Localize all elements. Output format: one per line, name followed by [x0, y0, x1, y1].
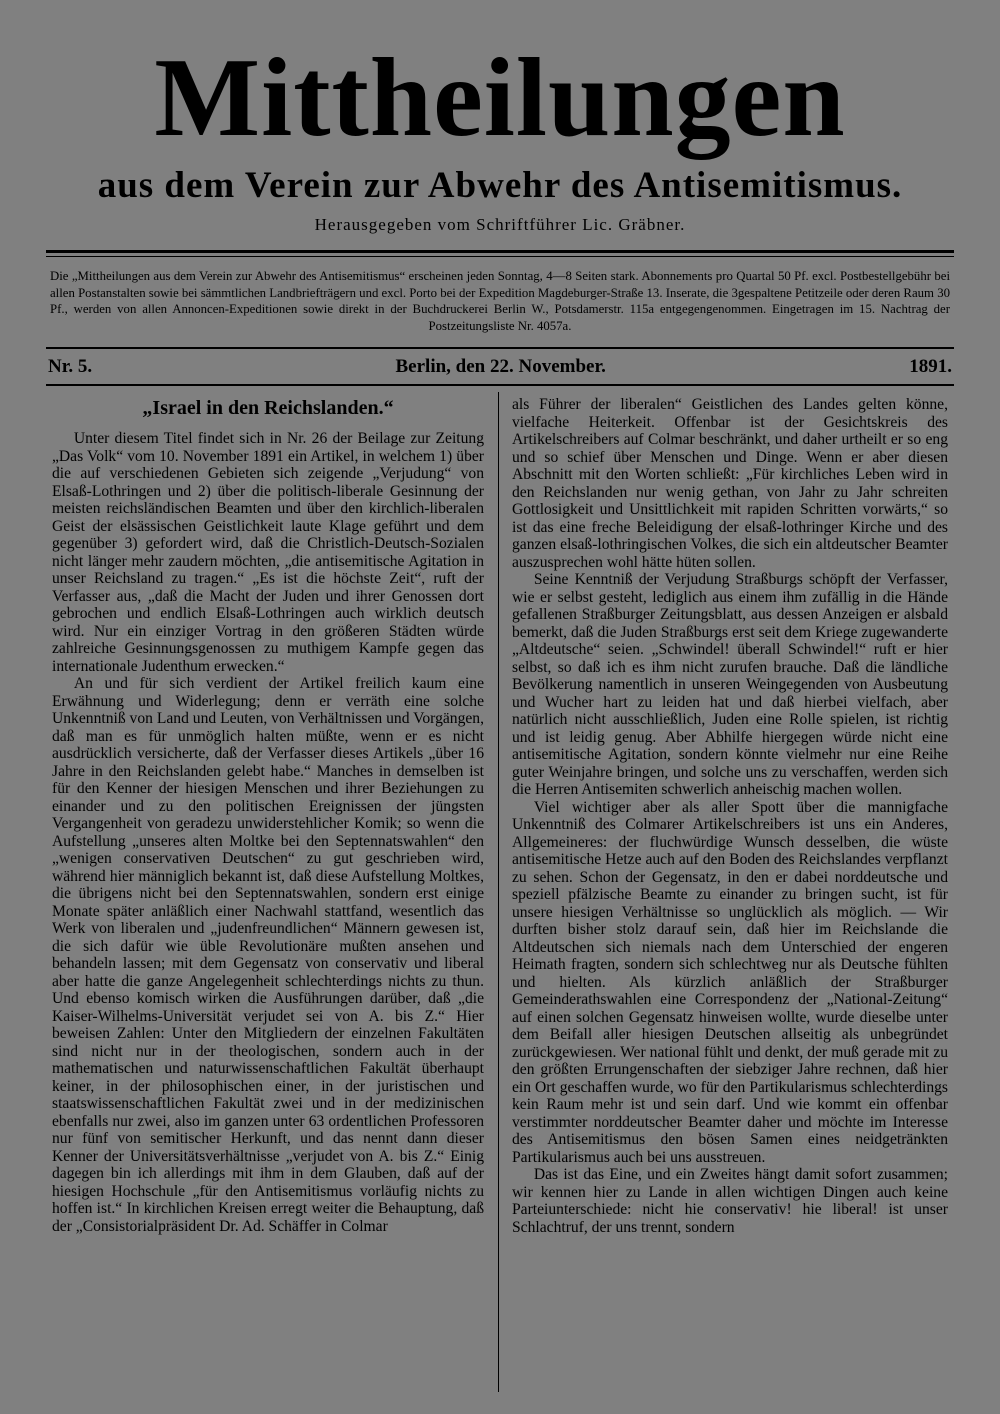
column-divider: [498, 392, 499, 1392]
issue-number: Nr. 5.: [48, 356, 93, 377]
publication-notice: Die „Mittheilungen aus dem Verein zur Abwehr des Antisemitismus“ erscheinen jeden Sonntag, 4—8 Seiten stark. Abonnements pro Quartal 50 Pf. excl. Postbestellgebühr bei allen Postanstalten sowie bei sämmtlichen Landbriefträgern und excl. Porto bei der Expedition Magdeburger-Straße 13. Inserate, die 3gespaltene Petitzeile oder deren Raum 30 Pf., werden von allen Annoncen-Expeditionen sowie direkt in der Buchdruckerei Berlin W., Potsdamerstr. 115a entgegengenommen. Eingetragen im 15. Nachtrag der Postzeitungsliste Nr. 4057a.: [50, 269, 950, 333]
masthead-editor: Herausgegeben vom Schriftführer Lic. Gräbner.: [314, 215, 686, 234]
article-paragraph: Unter diesem Titel findet sich in Nr. 26 der Beilage zur Zeitung „Das Volk“ vom 10. November 1891 ein Artikel, in welchem 1) über die auf verschiedenen Gebieten sich zeigende „Verjudung“ von Elsaß-Lothringen und 2) über die politisch-liberale Gesinnung der meisten reichsländischen Beamten und über den kirchlich-liberalen Geist der elsässischen Geistlichkeit laute Klage geführt und dem gegenüber 3) gefordert wird, daß die Christlich-Deutsch-Sozialen nicht länger mehr zaudern möchten, „die antisemitische Agitation in unser Reichsland zu tragen.“ „Es ist die höchste Zeit“, ruft der Verfasser aus, „daß die Macht der Juden und ihrer Genossen dort gebrochen und endlich Elsaß-Lothringen auch wirklich deutsch wird. Nur ein einziger Vortrag in den größeren Städten würde zahlreiche Gesinnungsgenossen zu muthigem Kampfe gegen das internationale Judenthum erwecken.“: [52, 430, 484, 675]
article-paragraph: als Führer der liberalen“ Geistlichen des Landes gelten könne, vielfache Heiterkeit. Offenbar ist der Gesichtskreis des Artikelschreibers auf Colmar beschränkt, und daher urtheilt er so eng und so schief über Menschen und Dinge. Wenn er aber diesen Abschnitt mit den Worten schließt: „Für kirchliches Leben wird in den Reichslanden nur wenig gethan, von Jahr zu Jahr schreiten Gottlosigkeit und Unsittlichkeit mit rapiden Schritten vorwärts,“ so ist das eine freche Beleidigung der elsaß-lothringer Kirche und des ganzen elsaß-lothringischen Volkes, die sich ein altdeutscher Beamter auszusprechen wohl hätte hüten sollen.: [512, 396, 948, 571]
place-date: Berlin, den 22. November.: [395, 356, 606, 377]
masthead-subtitle: aus dem Verein zur Abwehr des Antisemitismus.: [97, 165, 903, 206]
masthead-title: Mittheilungen: [154, 36, 846, 160]
right-column: [512, 396, 948, 1396]
top-double-rule: [46, 250, 954, 257]
issue-year: 1891.: [909, 356, 952, 377]
dateline-rule: [46, 384, 954, 386]
article-paragraph: Das ist das Eine, und ein Zweites hängt damit sofort zusammen; wir kennen hier zu Lande in allen wichtigen Dingen auch keine Parteiunterschiede: nicht hie conservativ! hie liberal! ist unser Schlachtruf, der uns trennt, sondern: [512, 1166, 948, 1236]
middle-rule: [46, 347, 954, 349]
left-column: [52, 396, 484, 1396]
article-paragraph: Viel wichtiger aber als aller Spott über die mannigfache Unkenntniß des Colmarer Artikelschreibers ist uns ein Anderes, Allgemeineres: der fluchwürdige Wunsch desselben, die wüste antisemitische Hetze auch auf den Boden des Reichslandes verpflanzt zu sehen. Schon der Gegensatz, in den er dabei norddeutsche und speziell pfälzische Beamte zu einander zu bringen sucht, ist für unsere hiesigen Verhältnisse so unglücklich als möglich. — Wir durften bisher stolz darauf sein, daß hier im Reichslande die Altdeutschen sich niemals nach dem Unterschied der engeren Heimath fragten, sondern sich schlechtweg nur als Deutsche fühlten und hielten. Als kürzlich anläßlich der Straßburger Gemeinderathswahlen eine Correspondenz der „National-Zeitung“ auf einen solchen Gegensatz hinweisen wollte, wurde dieselbe unter dem Beifall aller hiesigen Deutschen allseitig als unbegründet zurückgewiesen. Wer national fühlt und denkt, der muß gerade mit zu den größten Errungenschaften der siebziger Jahre rechnen, daß hier ein Ort geschaffen wurde, wo für den Partikularismus schlechterdings kein Raum mehr ist und sein darf. Und wie kommt ein offenbar verstimmter norddeutscher Beamter daher und möchte im Interesse des Antisemitismus den bösen Samen eines neidgetränkten Partikularismus auch bei uns ausstreuen.: [512, 798, 948, 1166]
dateline: [48, 355, 952, 379]
masthead: [40, 38, 960, 236]
article-paragraph: Seine Kenntniß der Verjudung Straßburgs schöpft der Verfasser, wie er selbst gesteht, lediglich aus einem ihm zufällig in die Hände gefallenen Straßburger Zeitungsblatt, aus dessen Anzeigen er alsbald bemerkt, daß die Juden Straßburgs erst seit dem Kriege zugewanderte „Altdeutsche“ seien. „Schwindel! überall Schwindel!“ ruft er hier selbst, so daß ich es ihm nicht zurufen brauche. Daß die ländliche Bevölkerung namentlich in unseren Weingegenden von Ausbeutung und Wucher hart zu leiden hat und daß hierbei vielfach, aber natürlich nicht ausschließlich, Juden eine Rolle spielen, ist richtig und ist leidig genug. Aber Abhilfe hiergegen würde nicht eine antisemitische Agitation, sondern könnte vielmehr nur eine Reihe guter Weinjahre bringen, und solche uns zu verschaffen, werden sich die Herren Antisemiten schwerlich anheischig machen wollen.: [512, 571, 948, 798]
article-paragraph: An und für sich verdient der Artikel freilich kaum eine Erwähnung und Widerlegung; denn er verräth eine solche Unkenntniß von Land und Leuten, von Verhältnissen und Vorgängen, daß man es für unmöglich halten müßte, wenn er es nicht ausdrücklich versicherte, daß der Verfasser dieses Artikels „über 16 Jahre in den Reichslanden gelebt habe.“ Manches in demselben ist für den Kenner der hiesigen Menschen und ihrer Beziehungen zu einander und zu den politischen Ereignissen der jüngsten Vergangenheit von geradezu unwiderstehlicher Komik; so wenn die Aufstellung „unseres alten Moltke bei den Septennatswahlen“ den „wenigen conservativen Deutschen“ zu gut geschrieben wird, während hier männiglich bekannt ist, daß diese Aufstellung Moltkes, die übrigens nicht bei den Septennatswahlen, sondern erst einige Monate später anläßlich einer Nachwahl stattfand, wesentlich das Werk von liberalen und „judenfreundlichen“ Männern gewesen ist, die sich dafür wie üble Revolutionäre mußten ansehen und behandeln lassen; mit dem Gegensatz von conservativ und liberal aber hatte die ganze Angelegenheit schlechterdings nichts zu thun. Und ebenso komisch wirken die Ausführungen darüber, daß „die Kaiser-Wilhelms-Universität verjudet sei von A. bis Z.“ Hier beweisen Zahlen: Unter den Mitgliedern der einzelnen Fakultäten sind nicht nur in der theologischen, sondern auch in der mathematischen und naturwissenschaftlichen Fakultät überhaupt keiner, in der philosophischen einer, in der juristischen und staatswissenschaftlichen Fakultät zwei und in der medizinischen ebenfalls nur zwei, also im ganzen unter 63 ordentlichen Professoren nur fünf von semitischer Herkunft, und das nennt dann dieser Kenner der Universitätsverhältnisse „verjudet von A. bis Z.“ Einig dagegen bin ich allerdings mit ihm in dem Glauben, daß auf der hiesigen Hochschule „für den Antisemitismus vorläufig nichts zu hoffen ist.“ In kirchlichen Kreisen erregt weiter die Behauptung, daß der „Consistorialpräsident Dr. Ad. Schäffer in Colmar: [52, 675, 484, 1235]
article-title: „Israel in den Reichslanden.“: [142, 397, 394, 419]
